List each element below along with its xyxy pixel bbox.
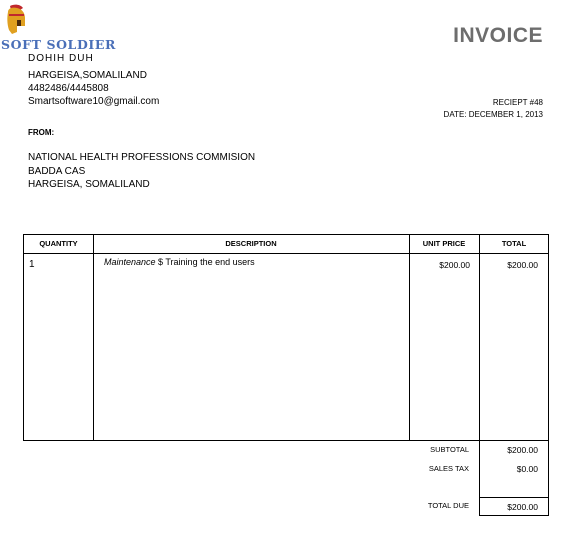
company-logo [0, 2, 120, 54]
row-unit-price: $200.00 [439, 260, 470, 270]
receipt-number: RECIEPT #48 [492, 98, 543, 107]
sender-street-partial: DOHIH DUH [28, 53, 94, 64]
header-quantity: QUANTITY [39, 239, 78, 248]
subtotal-label: SUBTOTAL [430, 445, 469, 454]
sender-phone: 4482486/4445808 [28, 83, 109, 94]
recipient-name: NATIONAL HEALTH PROFESSIONS COMMISION [28, 152, 256, 163]
invoice-date: DATE: DECEMBER 1, 2013 [443, 109, 543, 119]
logo-text: SOFT SOLDIER [1, 37, 116, 52]
recipient-line2: BADDA CAS [28, 165, 86, 177]
total-due-value: $200.00 [507, 502, 538, 512]
row-description-rest: $ Training the end users [155, 257, 255, 267]
subtotal-value: $200.00 [507, 445, 538, 455]
row-total: $200.00 [507, 260, 538, 270]
sender-email: Smartsoftware10@gmail.com [28, 96, 160, 107]
recipient-line3: HARGEISA, SOMALILAND [28, 179, 150, 190]
total-due-label: TOTAL DUE [427, 501, 469, 510]
invoice-title: INVOICE [453, 24, 543, 47]
header-total: TOTAL [501, 239, 527, 248]
header-unit-price: UNIT PRICE [422, 239, 466, 248]
header-description: DESCRIPTION [225, 239, 277, 248]
line-items-table [23, 234, 549, 441]
sales-tax-label: SALES TAX [428, 464, 469, 473]
column-divider [93, 235, 94, 440]
row-description-italic: Maintenance [104, 257, 156, 267]
row-description [104, 257, 255, 267]
spartan-helmet-icon [4, 4, 30, 36]
sender-address [28, 69, 159, 108]
sales-tax-value: $0.00 [516, 464, 538, 474]
recipient-address [28, 151, 255, 192]
sender-city: HARGEISA,SOMALILAND [28, 70, 147, 81]
row-quantity: 1 [29, 259, 35, 270]
from-label: FROM: [28, 128, 55, 137]
header-divider [24, 253, 548, 254]
invoice-meta [444, 97, 543, 120]
